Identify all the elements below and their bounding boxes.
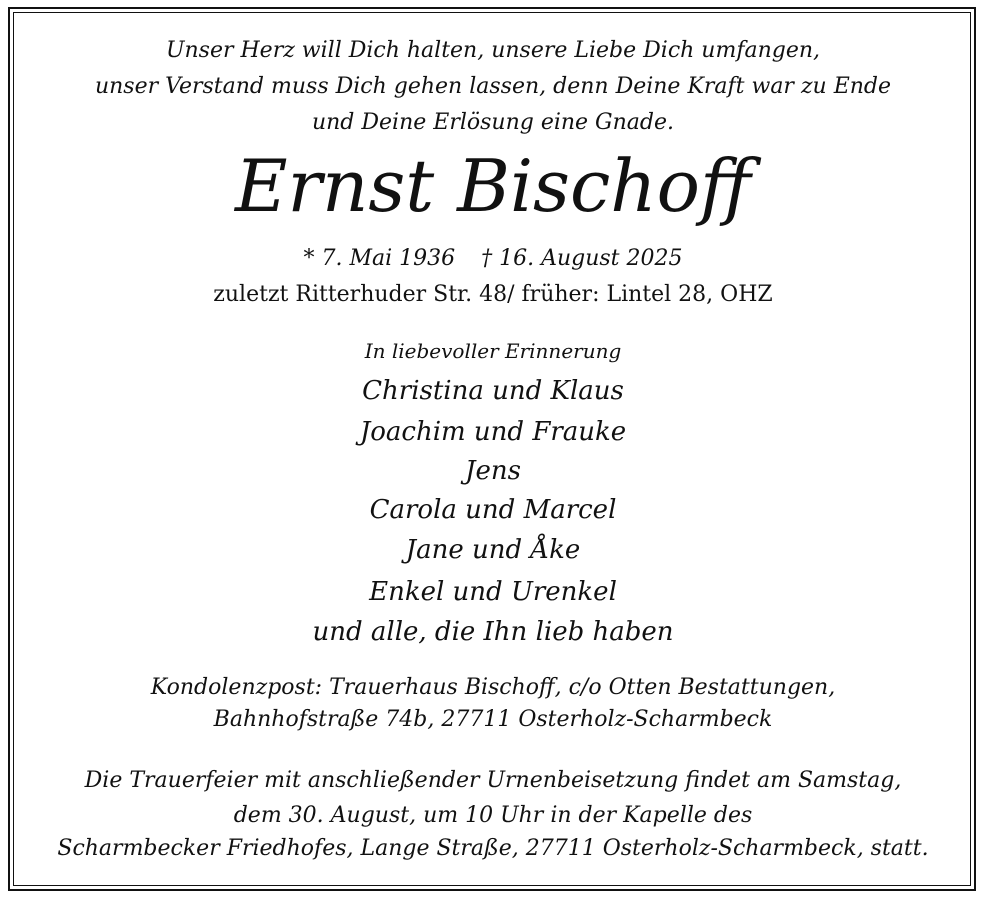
deceased-name: Ernst Bischoff — [234, 144, 752, 228]
mourner-name: Jane und Åke — [405, 535, 581, 565]
memory-intro: In liebevoller Erinnerung — [364, 339, 622, 363]
ceremony-line: dem 30. August, um 10 Uhr in der Kapelle des — [233, 803, 753, 828]
condolence-line: Kondolenzpost: Trauerhaus Bischoff, c/o Otten Bestattungen, — [150, 675, 836, 700]
mourner-name: Joachim und Frauke — [359, 417, 627, 447]
mourner-name: Christina und Klaus — [362, 376, 624, 406]
death-date: † 16. August 2025 — [481, 246, 683, 271]
mourner-name: Carola und Marcel — [369, 495, 617, 525]
verse-line: unser Verstand muss Dich gehen lassen, denn Deine Kraft war zu Ende — [94, 74, 892, 99]
mourner-name: und alle, die Ihn lieb haben — [312, 617, 674, 647]
ceremony-line: Die Trauerfeier mit anschließender Urnenbeisetzung findet am Samstag, — [84, 768, 902, 793]
life-dates — [0, 248, 986, 270]
mourner-name: Jens — [465, 456, 521, 486]
last-address: zuletzt Ritterhuder Str. 48/ früher: Lintel 28, OHZ — [213, 282, 773, 307]
ceremony-line: Scharmbecker Friedhofes, Lange Straße, 27711 Osterholz-Scharmbeck, statt. — [57, 836, 929, 861]
verse-line: und Deine Erlösung eine Gnade. — [311, 110, 675, 135]
birth-date: * 7. Mai 1936 — [303, 246, 456, 271]
mourner-name: Enkel und Urenkel — [369, 577, 617, 607]
verse-line: Unser Herz will Dich halten, unsere Liebe Dich umfangen, — [165, 38, 821, 63]
condolence-line: Bahnhofstraße 74b, 27711 Osterholz-Scharmbeck — [213, 707, 773, 732]
